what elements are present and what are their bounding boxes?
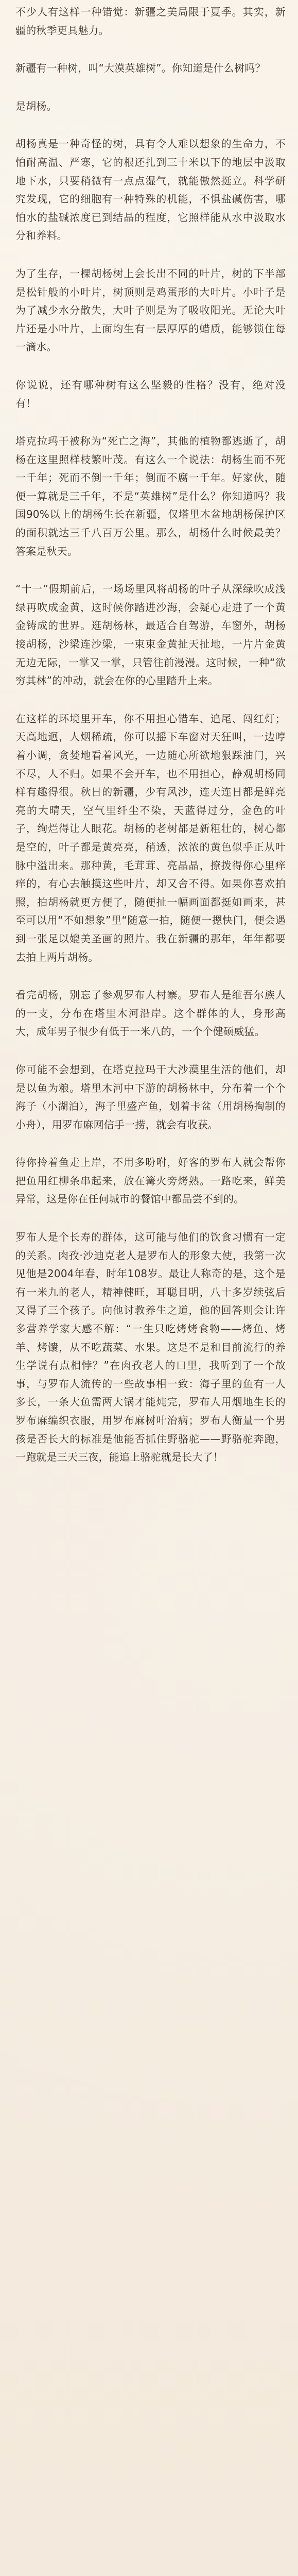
paragraph-lop-people: 看完胡杨，别忘了参观罗布人村寨。罗布人是维吾尔族人的一支，分布在塔里木河沿岸。这个群体的人，身形高大，成年男子很少有低于一米八的，一个个健硕威猛。: [15, 989, 286, 1038]
paragraph-taklamakan: 塔克拉玛干被称为“死亡之海”，其他的植物都逃逝了，胡杨在这里照样枝繁叶茂。有这么一个说法：胡杨生而不死一千年；死而不倒一千年；倒而不腐一千年。好家伙，随便一算就是三千年，不是“英雄树”是什么？你知道吗？我国90%以上的胡杨生长在新疆，仅塔里木盆地胡杨保护区的面积就达三千八百万公里。那么，胡杨什么时候最美？答案是秋天。: [15, 435, 286, 557]
paragraph-longevity: 罗布人是个长寿的群体，这可能与他们的饮食习惯有一定的关系。肉孜·沙迪克老人是罗布人的形象大使，我第一次见他是2004年春，时年108岁。最让人称奇的是，这个是有一米九的老人，精神健旺，耳聪目明，八十多岁续弦后又得了三个孩子。向他讨教养生之道，他的回答则会让许多营养学家大感不解：“一生只吃烤烤食物——烤鱼、烤羊、烤馕，从不吃蔬菜、水果。这是不是和目前流行的养生学说有点相悖？”在肉孜老人的口里，我听到了一个故事，与罗布人流传的一些故事相一致：海子里的鱼有一人多长，一条大鱼需两大锅才能炖完，罗布人用烟地生长的罗布麻编织衣服，用罗布麻树叶治病；罗布人衡量一个男孩是否长大的标准是他能否抓住野骆驼——野骆驼奔跑，一跑就是三天三夜，能追上骆驼就是长大了！: [15, 1231, 286, 1464]
article-body: [15, 3, 286, 1486]
paragraph-poplar-vitality: 胡杨真是一种奇怪的树，具有令人难以想象的生命力，不怕耐高温、严寒，它的根还扎到三十米以下的地层中汲取地下水，只要稍微有一点点湿气，就能傲然挺立。科学研究发现，它的细胞有一种特殊的机能，不惧盐碱伤害，哪怕水的盐碱浓度已到结晶的程度，它照样能从水中汲取水分和养料。: [15, 138, 286, 242]
paragraph-driving-photography: 在这样的环境里开车，你不用担心错车、追尾、闯红灯；天高地迥，人烟稀疏，你可以摇下车窗对天狂叫，一边哼着小调，贪婪地看着风光，一边随心所欲地狠踩油门，兴不尽，人不归。如果不会开车，也不用担心，静观胡杨同样有趣得很。秋日的新疆，少有风沙，连天连日都是鲜亮亮的大晴天，空气里纤尘不染，天蓝得过分，金色的叶子，绚烂得让人眼花。胡杨的老树都是新粗壮的，树心都是空的，叶子都是黄亮亮，稍透，浓浓的黄色似乎正从叶脉中溢出来。那种黄，毛茸茸、亮晶晶，撩拨得你心里痒痒的，有心去触摸这些叶片，却又舍不得。如果你喜欢拍照，拍胡杨就更方便了，随便扯一幅画面都挺如画来，甚至可以用“不如想象”里“随意一拍，随便一摁快门，便会遇到一张足以媲美圣画的照片。我在新疆的那年，年年都要去拍上两片胡杨。: [15, 712, 286, 963]
paragraph-character: 你说说，还有哪种树有这么坚毅的性格？没有，绝对没有！: [15, 378, 286, 410]
paragraph-leaves: 为了生存，一棵胡杨树上会长出不同的叶片，树的下半部是松针般的小叶片，树顶则是鸡蛋形的大叶片。小叶子是为了减少水分散失，大叶子则是为了吸收阳光。无论大叶片还是小叶片，上面均生有一层厚厚的蜡质，能够锁住每一滴水。: [15, 267, 286, 353]
paragraph-autumn-colors: “十一”假期前后，一场场里风将胡杨的叶子从深绿吹成浅绿再吹成金黄，这时候你踏进沙海，会疑心走进了一个黄金铸成的世界。逛胡杨林，最适合自驾游，车窗外，胡杨接胡杨，沙梁连沙梁，一束束金黄扯天扯地，一片片金黄无边无际，一掌又一掌，只管往前漫漫。这时候，一种“欲穷其林”的冲动，就会在你的心里踏升上来。: [15, 583, 286, 687]
paragraph-intro: 不少人有这样一种错觉：新疆之美局限于夏季。其实，新疆的秋季更具魅力。: [15, 6, 286, 37]
paragraph-answer: 是胡杨。: [15, 99, 57, 112]
paragraph-roasted-fish: 待你拎着鱼走上岸，不用多吩咐，好客的罗布人就会帮你把鱼用红柳条串起来，放在篝火旁烤熟。一路吃来，鲜美异常，这是你在任何城市的餐馆中都品尝不到的。: [15, 1156, 286, 1206]
paragraph-fishing: 你可能不会想到，在塔克拉玛干大沙漠里生活的他们，却是以鱼为粮。塔里木河中下游的胡杨林中，分布着一个个海子（小湖泊），海子里盛产鱼，划着卡盆（用胡杨掏制的小舟），用罗布麻网信手一捞，就会有收获。: [15, 1063, 286, 1131]
paragraph-question: 新疆有一种树，叫“大漠英雄树”。你知道是什么树吗？: [15, 62, 266, 75]
